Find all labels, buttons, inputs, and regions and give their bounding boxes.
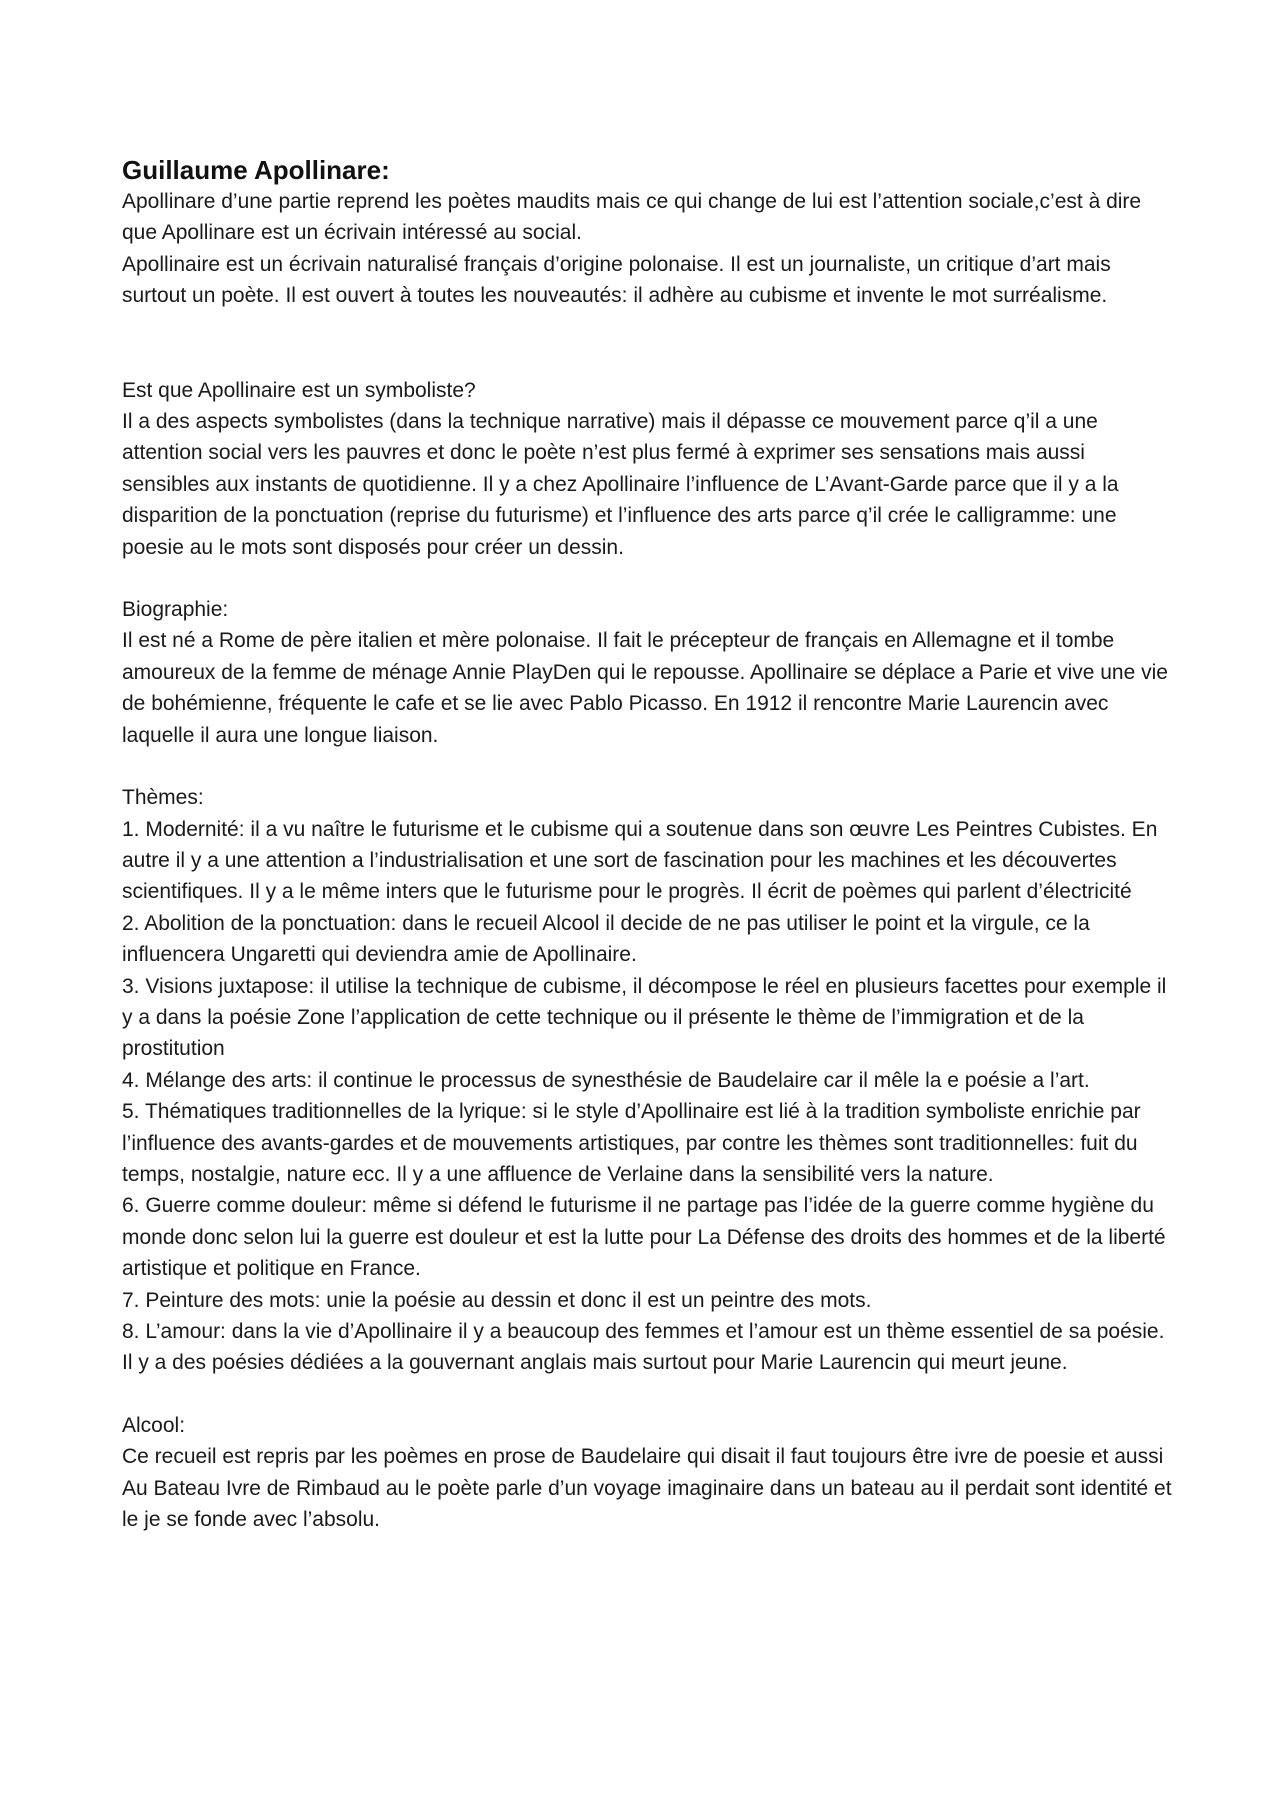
spacer <box>122 751 1172 782</box>
biography-text: Il est né a Rome de père italien et mère polonaise. Il fait le précepteur de français en Allemagne et il tombe amoureux de la femme de ménage Annie PlayDen qui le repousse. Apollinaire se déplace a Parie et vive une vie de bohémienne, fréquente le cafe et se lie avec Pablo Picasso. En 1912 il rencontre Marie Laurencin avec laquelle il aura une longue liaison. <box>122 629 1168 747</box>
spacer <box>122 563 1172 594</box>
spacer <box>122 312 1172 375</box>
intro-paragraph-1: Apollinare d’une partie reprend les poètes maudits mais ce qui change de lui est l’attention sociale,c’est à dire que Apollinare est un écrivain intéressé au social. <box>122 190 1142 245</box>
page-title: Guillaume Apollinare: <box>122 155 390 185</box>
symbolism-question: Est que Apollinaire est un symboliste? <box>122 378 476 402</box>
theme-item: 1. Modernité: il a vu naître le futurisme et le cubisme qui a soutenue dans son œuvre Les Peintres Cubistes. En autre il y a une attention a l’industrialisation et une sort de fascination pour les machines et les découvertes scientifiques. Il y a le même inters que le futurisme pour le progrès. Il écrit de poèmes qui parlent d’électricité <box>122 817 1158 904</box>
theme-item: 7. Peinture des mots: unie la poésie au dessin et donc il est un peintre des mots. <box>122 1288 872 1312</box>
spacer <box>122 1379 1172 1410</box>
theme-item: 3. Visions juxtapose: il utilise la technique de cubisme, il décompose le réel en plusieurs facettes pour exemple il y a dans la poésie Zone l’application de cette technique ou il présente le thème de l’immigration et de la prostitution <box>122 974 1167 1061</box>
theme-item: 5. Thématiques traditionnelles de la lyrique: si le style d’Apollinaire est lié à la tradition symboliste enrichie par l’influence des avants-gardes et de mouvements artistiques, par contre les thèmes sont traditionnelles: fuit du temps, nostalgie, nature ecc. Il y a une affluence de Verlaine dans la sensibilité vers la nature. <box>122 1100 1141 1186</box>
alcool-text: Ce recueil est repris par les poèmes en prose de Baudelaire qui disait il faut toujours être ivre de poesie et aussi Au Bateau Ivre de Rimbaud au le poète parle d’un voyage imaginaire dans un bateau au il perdait sont identité et le je se fonde avec l’absolu. <box>122 1445 1172 1532</box>
biography-heading: Biographie: <box>122 598 229 622</box>
symbolism-answer: Il a des aspects symbolistes (dans la technique narrative) mais il dépasse ce mouvement parce q’il a une attention social vers les pauvres et donc le poète n’est plus fermé à exprimer ses sensations mais aussi sensibles aux instants de quotidienne. Il y a chez Apollinaire l’influence de L’Avant-Garde parce que il y a la disparition de la ponctuation (reprise du futurisme) et l’influence des arts parce q’il crée le calligramme: une poesie au le mots sont disposés pour créer un dessin. <box>122 410 1119 559</box>
theme-item: 2. Abolition de la ponctuation: dans le recueil Alcool il decide de ne pas utiliser le point et la virgule, ce la influencera Ungaretti qui deviendra amie de Apollinaire. <box>122 911 1090 967</box>
theme-item: 8. L’amour: dans la vie d’Apollinaire il y a beaucoup des femmes et l’amour est un thème essentiel de sa poésie. Il y a des poésies dédiées a la gouvernant anglais mais surtout pour Marie Laurencin qui meurt jeune. <box>122 1320 1165 1375</box>
intro-paragraph-2: Apollinaire est un écrivain naturalisé français d’origine polonaise. Il est un journaliste, un critique d’art mais surtout un poète. Il est ouvert à toutes les nouveautés: il adhère au cubisme et invente le mot surréalisme. <box>122 252 1111 308</box>
theme-item: 6. Guerre comme douleur: même si défend le futurisme il ne partage pas l’idée de la guerre comme hygiène du monde donc selon lui la guerre est douleur et est la lutte pour La Défense des droits des hommes et de la liberté artistique et politique en France. <box>122 1194 1166 1281</box>
themes-heading: Thèmes: <box>122 786 204 810</box>
theme-item: 4. Mélange des arts: il continue le processus de synesthésie de Baudelaire car il mêle la e poésie a l’art. <box>122 1068 1090 1092</box>
alcool-heading: Alcool: <box>122 1413 186 1437</box>
